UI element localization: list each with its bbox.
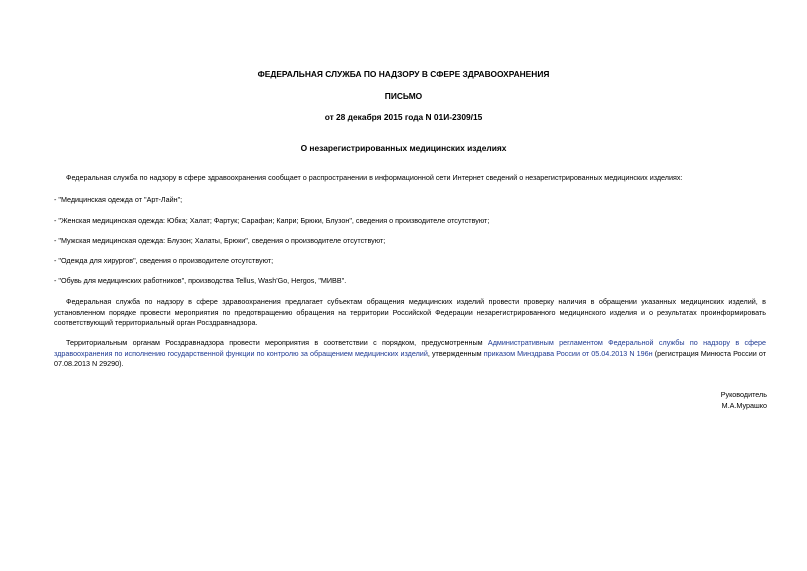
intro-paragraph: Федеральная служба по надзору в сфере здравоохранения сообщает о распространении в информационной сети Интернет сведений о незарегистрированных медицинских изделиях: [66,173,683,182]
list-item: - "Медицинская одежда от "Арт-Лайн"; [54,195,183,204]
check-paragraph: Федеральная служба по надзору в сфере здравоохранения предлагает субъектам обращения медицинских изделий провести проверку наличия в обращении указанных медицинских изделий, в установленном порядке провести мероприятия по предотвращению обращения на территории Российской Федерации незарегистрированного медицинского изделия и о результатах проинформировать соответствующий территориальный орган Росздравнадзора. [54,297,766,328]
territorial-mid: , утвержденным [427,348,484,358]
territorial-tail: (регистрация Минюста России от 07.08.2013 N 29290). [54,348,767,369]
document-date-number: от 28 декабря 2015 года N 01И-2309/15 [324,112,483,122]
document-subject: О незарегистрированных медицинских изделиях [300,143,507,153]
signature-position: Руководитель [720,390,767,399]
list-item: - "Мужская медицинская одежда: Блузон; Халаты, Брюки", сведения о производителе отсутствуют; [54,236,386,245]
list-item: - "Одежда для хирургов", сведения о производителе отсутствуют; [54,256,274,265]
list-item: - "Обувь для медицинских работников", производства Tellus, Wash'Go, Hergos, "МИВВ". [54,276,347,285]
order-link[interactable]: приказом Минздрава России от 05.04.2013 N 196н [483,348,653,358]
signature-name: М.А.Мурашко [721,401,767,410]
territorial-lead: Территориальным органам Росздравнадзора провести мероприятия в соответствии с порядком, предусмотренным [66,338,488,347]
agency-title: ФЕДЕРАЛЬНАЯ СЛУЖБА ПО НАДЗОРУ В СФЕРЕ ЗДРАВООХРАНЕНИЯ [257,69,550,79]
document-type: ПИСЬМО [384,91,423,101]
list-item: - "Женская медицинская одежда: Юбка; Халат; Фартук; Сарафан; Капри; Брюки, Блузон", сведения о производителе отсутствуют; [54,216,490,225]
regulation-link[interactable]: Административным регламентом Федеральной службы по надзору в сфере здравоохранения по исполнению государственной функции по контролю за обращением медицинских изделий [54,338,766,358]
territorial-paragraph [54,338,766,370]
